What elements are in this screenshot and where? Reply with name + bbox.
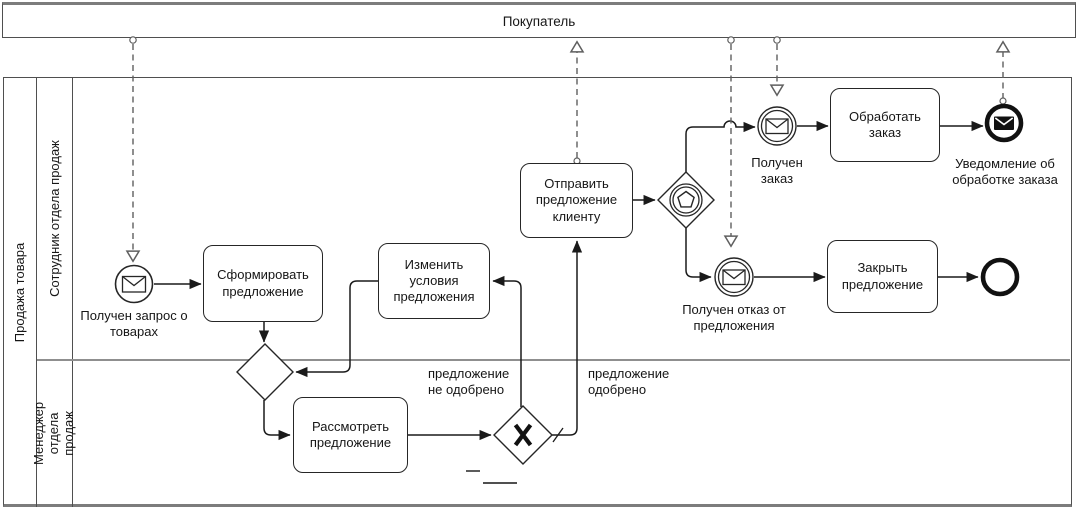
- message-flow-origin-dot: [728, 37, 734, 43]
- merge-gateway: [235, 342, 295, 402]
- label-order-received: Получен заказ: [751, 155, 803, 187]
- exclusive-gateway: [492, 404, 554, 466]
- end-message-event: [981, 100, 1027, 146]
- message-icon-filled: [994, 117, 1014, 131]
- label-approved: предложение одобрено: [588, 366, 670, 398]
- catch-message-event-refusal: [711, 254, 757, 300]
- label-not-approved: предложение не одобрено: [428, 366, 510, 398]
- catch-message-event-order: [754, 103, 800, 149]
- lane-employee-label: Сотрудник отдела продаж: [47, 140, 62, 297]
- task-review-offer: Рассмотреть предложение: [293, 397, 408, 473]
- event-based-gateway: [656, 170, 716, 230]
- message-flow-origin-dot: [774, 37, 780, 43]
- start-message-event: [112, 262, 156, 306]
- pool-sales-label: Продажа товара: [12, 242, 27, 342]
- flow-xgateway-to-send-offer: [551, 241, 577, 435]
- task-form-offer: Сформировать предложение: [203, 245, 323, 322]
- flow-event-gateway-to-refusal: [686, 228, 711, 277]
- message-icon: [123, 277, 146, 293]
- task-send-offer: Отправить предложение клиенту: [520, 163, 633, 238]
- end-event: [977, 254, 1023, 300]
- task-process-order: Обработать заказ: [830, 88, 940, 162]
- lane-manager-label: Менеджер отдела продаж: [31, 401, 76, 466]
- message-icon: [766, 119, 788, 134]
- task-close-offer: Закрыть предложение: [827, 240, 938, 313]
- label-refusal-received: Получен отказ от предложения: [682, 302, 786, 334]
- pool-buyer-label: Покупатель: [502, 14, 576, 29]
- label-start-event: Получен запрос о товарах: [80, 308, 188, 340]
- message-flow-origin-dot: [130, 37, 136, 43]
- label-end-message: Уведомление об обработке заказа: [952, 156, 1058, 188]
- message-icon: [723, 270, 745, 285]
- flow-merge-to-review: [264, 400, 290, 435]
- task-change-terms: Изменить условия предложения: [378, 243, 490, 319]
